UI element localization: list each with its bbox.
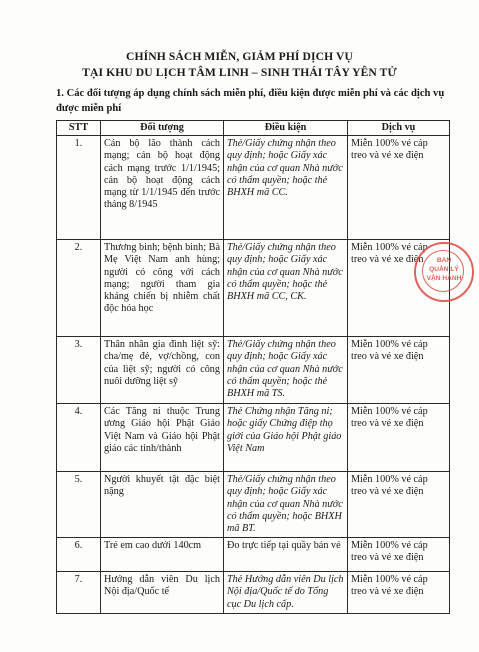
row-service: Miễn 100% vé cáp treo và vé xe điện [348,240,450,337]
row-stt: 7. [57,572,101,614]
row-condition: Thẻ/Giấy chứng nhận theo quy định; hoặc Giấy xác nhận của cơ quan Nhà nước có thẩm quyền; hoặc thẻ BHXH mã TS. [224,337,348,404]
row-condition-text: Thẻ Hướng dẫn viên Du lịch Nội địa/Quốc tế do Tổng cục Du lịch cấp. [227,574,344,610]
row-stt: 3. [57,337,101,404]
row-condition: Thẻ/Giấy chứng nhận theo quy định; hoặc Giấy xác nhận của cơ quan Nhà nước có thẩm quyền; hoặc thẻ BHXH mã CC. [224,136,348,240]
section-heading: 1. Các đối tượng áp dụng chính sách miễn phí, điều kiện được miễn phí và các dịch vụ được miễn phí [56,88,445,114]
row-condition: Thẻ/Giấy chứng nhận theo quy định; hoặc Giấy xác nhận của cơ quan Nhà nước có thẩm quyền; hoặc thẻ BHXH mã CC, CK. [224,240,348,337]
row-object: Thương binh; bệnh binh; Bà Mẹ Việt Nam anh hùng; người có công với cách mạng; người tham gia kháng chiến bị nhiễm chất độc hóa học [101,240,224,337]
row-service: Miễn 100% vé cáp treo và vé xe điện [348,136,450,240]
row-object: Người khuyết tật đặc biệt nặng [101,472,224,538]
row-service: Miễn 100% vé cáp treo và vé xe điện [348,538,450,572]
row-stt: 1. [57,136,101,240]
stamp-line1: BAN [436,257,452,264]
row-object: Các Tăng ni thuộc Trung ương Giáo hội Phật Giáo Việt Nam và Giáo hội Phật giáo các tỉnh/thành [101,404,224,472]
table-row [57,472,450,538]
row-condition: Thẻ/Giấy chứng nhận theo quy định; hoặc Giấy xác nhận của cơ quan Nhà nước có thẩm quyền; hoặc BHXH mã BT. [224,472,348,538]
row-service: Miễn 100% vé cáp treo và vé xe điện [348,404,450,472]
row-condition: Thẻ Chứng nhận Tăng ni; hoặc giấy Chứng điệp thọ giới của Giáo hội Phật giáo Việt Nam [224,404,348,472]
table-row [57,538,450,572]
table-row [57,240,450,337]
table-row [57,572,450,614]
table-header-row [57,121,450,136]
header-condition: Điều kiện [224,121,348,136]
document-title-line1: CHÍNH SÁCH MIỄN, GIẢM PHÍ DỊCH VỤ [126,50,353,63]
row-service: Miễn 100% vé cáp treo và vé xe điện [348,472,450,538]
stamp-line3: VẬN HÀNH [426,275,462,282]
row-object: Trẻ em cao dưới 140cm [101,538,224,572]
row-stt: 5. [57,472,101,538]
table-row [57,136,450,240]
header-stt: STT [57,121,101,136]
row-object: Hướng dẫn viên Du lịch Nội địa/Quốc tế [101,572,224,614]
row-service: Miễn 100% vé cáp treo và vé xe điện [348,572,450,614]
stamp-line2: QUẢN LÝ [429,266,459,273]
row-stt: 6. [57,538,101,572]
row-service: Miễn 100% vé cáp treo và vé xe điện [348,337,450,404]
row-condition [224,572,348,614]
row-object: Thân nhân gia đình liệt sỹ: cha/mẹ đẻ, vợ/chồng, con của liệt sỹ; người có công nuôi dưỡng liệt sỹ [101,337,224,404]
table-row [57,404,450,472]
row-object: Cán bộ lão thành cách mạng; cán bộ hoạt động cách mạng trước 1/1/1945; cán bộ hoạt động cách mạng từ 1/1/1945 đến trước tháng 8/1945 [101,136,224,240]
header-object: Đối tượng [101,121,224,136]
row-stt: 2. [57,240,101,337]
official-red-stamp [414,242,474,302]
table-row [57,337,450,404]
row-stt: 4. [57,404,101,472]
row-condition: Đo trực tiếp tại quầy bán vé [224,538,348,572]
exemption-table [56,120,450,614]
header-service: Dịch vụ [348,121,450,136]
document-title-line2: TẠI KHU DU LỊCH TÂM LINH – SINH THÁI TÂY YÊN TỬ [82,66,397,79]
